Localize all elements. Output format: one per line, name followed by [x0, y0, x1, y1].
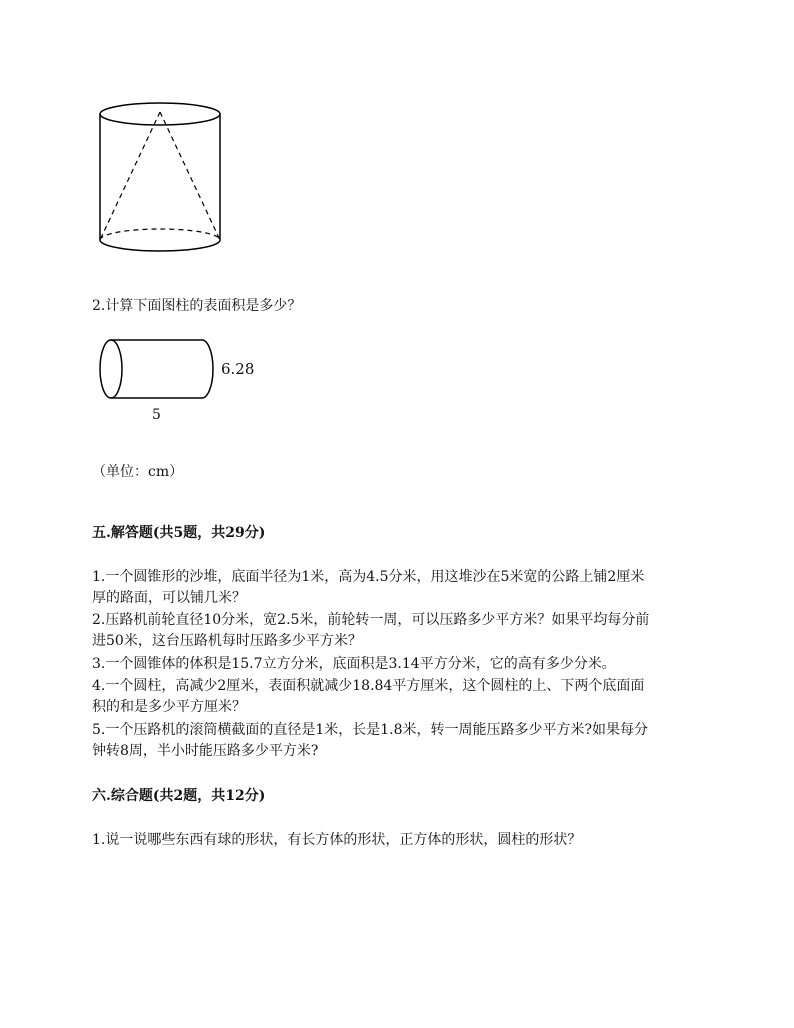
s5-line: 厚的路面，可以铺几米？ — [92, 590, 246, 606]
cylinder-bottom-front — [100, 240, 220, 251]
s6-q1: 1.说一说哪些东西有球的形状，有长方体的形状，正方体的形状，圆柱的形状？ — [92, 832, 582, 848]
s5-line: 5.一个压路机的滚筒横截面的直径是1米，长是1.8米，转一周能压路多少平方米?如果每分 — [92, 722, 649, 738]
height-label: 6.28 — [221, 360, 255, 378]
section6-heading: 六.综合题(共2题，共12分) — [92, 788, 266, 804]
s5-line: 3.一个圆锥体的体积是15.7立方分米，底面积是3.14平方分米，它的高有多少分米。 — [92, 656, 616, 672]
cylinder-right-arc — [202, 340, 213, 398]
s5-line: 钟转8周，半小时能压路多少平方米? — [92, 743, 319, 759]
s5-line: 2.压路机前轮直径10分米，宽2.5米，前轮转一周，可以压路多少平方米？如果平均每分前 — [92, 612, 650, 628]
cylinder-top-ellipse — [100, 103, 220, 125]
length-label: 5 — [152, 407, 161, 423]
horizontal-cylinder-figure — [92, 336, 222, 406]
cylinder-left-ellipse — [100, 340, 122, 398]
cylinder-bottom-back — [100, 229, 220, 240]
s5-line: 积的和是多少平方厘米？ — [92, 699, 246, 715]
cylinder-cone-figure — [92, 100, 232, 260]
q2-prompt: 2.计算下面图柱的表面积是多少？ — [92, 298, 302, 314]
cone-right-edge — [160, 112, 220, 240]
cone-left-edge — [100, 112, 160, 240]
s5-line: 4.一个圆柱，高减少2厘米，表面积就减少18.84平方厘米，这个圆柱的上、下两个底面面 — [92, 678, 645, 694]
section5-heading: 五.解答题(共5题，共29分) — [92, 525, 266, 541]
s5-line: 进50米，这台压路机每时压路多少平方米？ — [92, 633, 362, 649]
unit-note: （单位：cm） — [92, 464, 184, 480]
s5-line: 1.一个圆锥形的沙堆，底面半径为1米，高为4.5分米，用这堆沙在5米宽的公路上铺2厘米 — [92, 569, 645, 585]
